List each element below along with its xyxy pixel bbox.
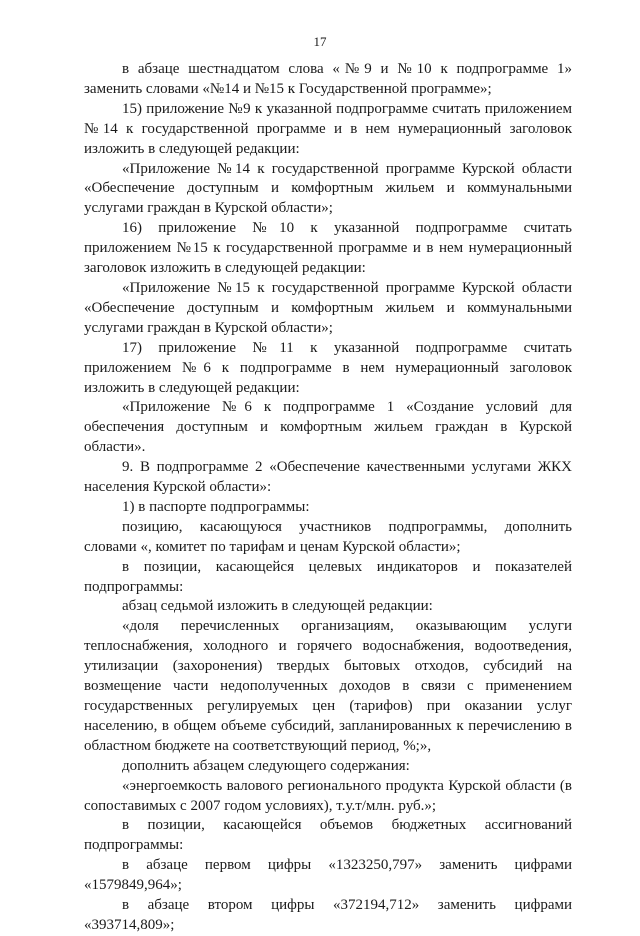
paragraph: 17) приложение №11 к указанной подпрограмме считать приложением №6 к подпрограмме в нем нумерационный заголовок изложить в следующей редакции:	[84, 339, 572, 396]
paragraph: 9. В подпрограмме 2 «Обеспечение качественными услугами ЖКХ населения Курской области»:	[84, 459, 572, 496]
paragraph: «Приложение №15 к государственной программе Курской области «Обеспечение доступным и комфортным жильем и коммунальными услугами граждан в Курской области»;	[84, 279, 572, 336]
paragraph: дополнить абзацем следующего содержания:	[122, 757, 410, 774]
paragraph: в позиции, касающейся целевых индикаторов и показателей подпрограммы:	[84, 558, 572, 595]
paragraph: 16) приложение №10 к указанной подпрограмме считать приложением №15 к государственной программе и в нем нумерационный заголовок изложить в следующей редакции:	[84, 220, 572, 277]
paragraph: в абзаце шестнадцатом слова «№9 и №10 к подпрограмме 1» заменить словами «№14 и №15 к Государственной программе»;	[84, 61, 572, 97]
paragraph: «Приложение №14 к государственной программе Курской области «Обеспечение доступным и комфортным жильем и коммунальными услугами граждан в Курской области»;	[84, 160, 572, 217]
paragraph: в абзаце первом цифры «1323250,797» заменить цифрами «1579849,964»;	[84, 857, 572, 894]
paragraph: 1) в паспорте подпрограммы:	[122, 498, 310, 515]
paragraph: позицию, касающуюся участников подпрограммы, дополнить словами «, комитет по тарифам и ценам Курской области»;	[84, 518, 572, 555]
paragraph: «доля перечисленных организациям, оказывающим услуги теплоснабжения, холодного и горячего водоснабжения, водоотведения, утилизации (захоронения) твердых бытовых отходов, субсидий на возмещение части недополученных доходов в связи с применением государственных регулируемых цен (тарифов) при оказании услуг населению, в общем объеме субсидий, запланированных к перечислению в областном бюджете на соответствующий период, %;»,	[84, 618, 572, 754]
page-number: 17	[313, 34, 327, 49]
paragraph: в абзаце втором цифры «372194,712» заменить цифрами «393714,809»;	[84, 897, 572, 933]
paragraph: в позиции, касающейся объемов бюджетных ассигнований подпрограммы:	[84, 817, 572, 854]
paragraph: абзац седьмой изложить в следующей редакции:	[122, 598, 433, 615]
paragraph: «энергоемкость валового регионального продукта Курской области (в сопоставимых с 2007 годом условиях), т.у.т/млн. руб.»;	[84, 777, 572, 814]
document-body	[84, 60, 572, 936]
paragraph: 15) приложение №9 к указанной подпрограмме считать приложением №14 к государственной программе и в нем нумерационный заголовок изложить в следующей редакции:	[84, 100, 572, 157]
paragraph: «Приложение №6 к подпрограмме 1 «Создание условий для обеспечения доступным и комфортным жильем граждан в Курской области».	[84, 399, 572, 456]
